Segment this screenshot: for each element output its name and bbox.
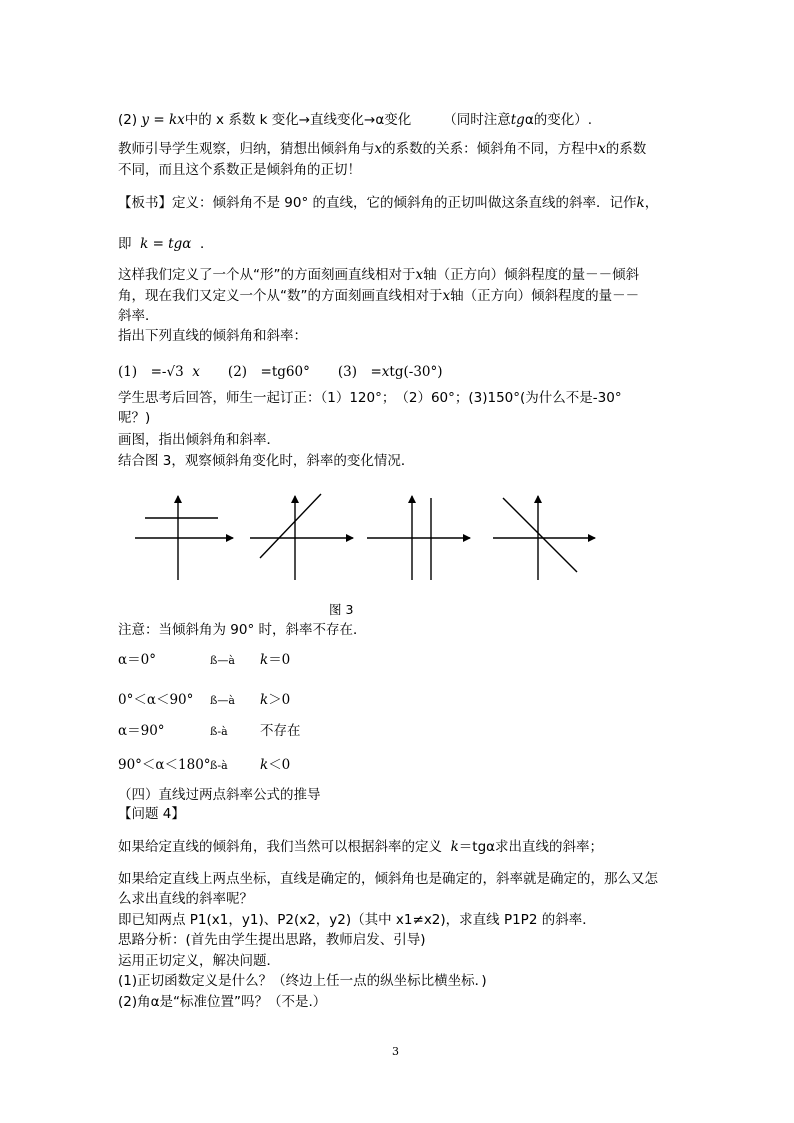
definition-formula: 即 k = tgα ． — [118, 236, 214, 252]
case-row: 90°＜α＜180°ß-à k＜0 — [118, 757, 291, 773]
text-line: 角，现在我们又定义一个从“数”的方面刻画直线相对于x轴（正方向）倾斜程度的量－－ — [118, 288, 640, 304]
text-line: (1)正切函数定义是什么？（终边上任一点的纵坐标比横坐标．) — [118, 973, 487, 989]
definition-line: 【板书】定义：倾斜角不是 90° 的直线，它的倾斜角的正切叫做这条直线的斜率．记作k， — [118, 195, 659, 211]
text-line: 这样我们定义了一个从“形”的方面刻画直线相对于x轴（正方向）倾斜程度的量－－倾斜 — [118, 267, 640, 283]
axes-obtuse-line — [493, 496, 595, 580]
text-line: 么求出直线的斜率呢？ — [118, 891, 253, 907]
text-line: 结合图 3，观察倾斜角变化时，斜率的变化情况． — [118, 453, 415, 469]
figure-3 — [125, 488, 615, 588]
text-line: 指出下列直线的倾斜角和斜率： — [118, 328, 307, 344]
problem-heading: 【问题 4】 — [118, 806, 185, 822]
text-line: 画图，指出倾斜角和斜率． — [118, 432, 280, 448]
exercise-list: (1) =-√3 x (2) =tg60° (3) =xtg(-30°) — [118, 364, 443, 380]
text-line: 即已知两点 P1(x1，y1)、P2(x2，y2)（其中 x1≠x2)，求直线 P1P2 的斜率． — [118, 912, 596, 928]
page-number: 3 — [392, 1045, 399, 1058]
text-line: (2) y = kx中的 x 系数 k 变化→直线变化→α变化 （同时注意tgα的变化）. — [118, 112, 593, 128]
axes-acute-line — [250, 494, 353, 580]
case-row: α＝90° ß-à 不存在 — [118, 723, 301, 739]
text-line: 如果给定直线的倾斜角，我们当然可以根据斜率的定义 k＝tgα求出直线的斜率； — [118, 839, 604, 855]
case-row: α＝0° ß—à k＝0 — [118, 652, 291, 668]
section-heading: （四）直线过两点斜率公式的推导 — [118, 787, 321, 803]
text-line: 思路分析：(首先由学生提出思路，教师启发、引导) — [118, 932, 426, 948]
text-line: 不同，而且这个系数正是倾斜角的正切！ — [118, 162, 361, 178]
text-line: 如果给定直线上两点坐标，直线是确定的，倾斜角也是确定的，斜率就是确定的，那么又怎 — [118, 871, 658, 887]
figure-caption: 图 3 — [329, 602, 354, 617]
equation-y-kx: y = kx — [141, 112, 185, 128]
text-line: 学生思考后回答，师生一起订正：（1）120°； （2）60°；(3)150°(为什么不是-30° — [118, 390, 622, 406]
text-line: 教师引导学生观察，归纳，猜想出倾斜角与x的系数的关系：倾斜角不同，方程中x的系数 — [118, 141, 647, 157]
text-line: 呢？) — [118, 410, 151, 426]
axes-vertical-line — [367, 496, 470, 580]
text-line: 斜率． — [118, 308, 159, 324]
case-row: 0°＜α＜90° ß—à k＞0 — [118, 692, 291, 708]
text-line: (2)角α是“标准位置”吗？（不是.） — [118, 994, 327, 1010]
text-line: 运用正切定义，解决问题． — [118, 953, 280, 969]
text-line: 注意：当倾斜角为 90° 时，斜率不存在． — [118, 622, 367, 638]
axes-horizontal-line — [135, 496, 233, 580]
